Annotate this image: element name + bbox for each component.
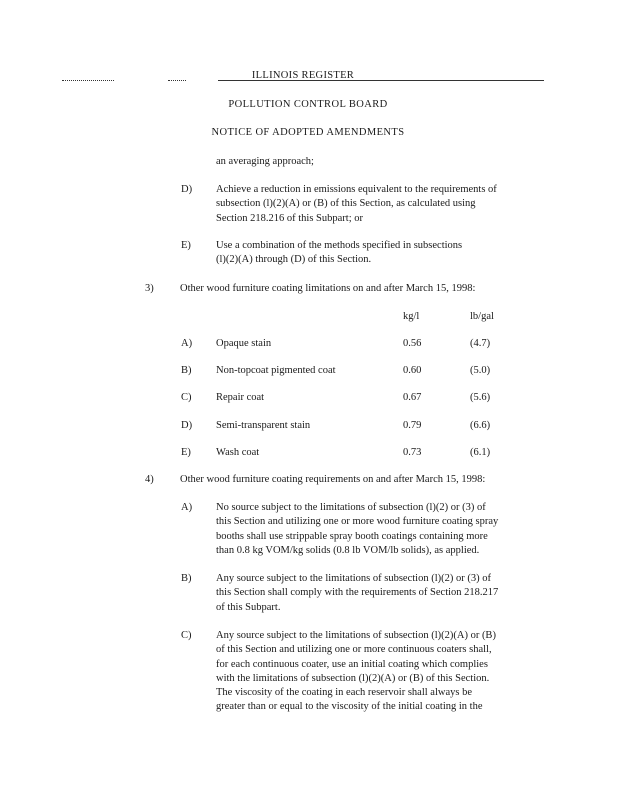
header-dotted-rule-left	[62, 80, 114, 81]
paragraph-line: Any source subject to the limitations of subsection (l)(2)(A) or (B)	[216, 630, 496, 641]
paragraph-line: of this Subpart.	[216, 601, 281, 613]
row-label: C)	[181, 392, 192, 403]
paragraph-line: Use a combination of the methods specified in subsections	[216, 240, 463, 251]
column-header-lb: lb/gal	[470, 311, 494, 322]
row-lb: (6.1)	[470, 447, 491, 458]
paragraph-line: with the limitations of subsection (l)(2)(A) or (B) of this Section.	[216, 672, 490, 684]
row-kg: 0.73	[403, 447, 422, 458]
paragraph-line: for each continuous coater, use an initial coating which complies	[216, 658, 488, 670]
row-name: Opaque stain	[216, 338, 272, 349]
row-name: Semi-transparent stain	[216, 420, 311, 431]
paragraph-line: booths shall use strippable spray booth coatings containing more	[216, 530, 488, 542]
item-label: B)	[181, 573, 192, 584]
paragraph-line: subsection (l)(2)(A) or (B) of this Section, as calculated using	[216, 198, 476, 210]
register-title: ILLINOIS REGISTER	[251, 70, 355, 81]
row-label: D)	[181, 420, 193, 431]
row-lb: (4.7)	[470, 338, 491, 349]
agency-title: POLLUTION CONTROL BOARD	[228, 99, 388, 110]
paragraph-line: greater than or equal to the viscosity of the initial coating in the	[216, 701, 483, 713]
row-name: Non-topcoat pigmented coat	[216, 365, 336, 376]
item-paragraph	[216, 183, 497, 226]
section-heading: Other wood furniture coating limitations on and after March 15, 1998:	[180, 283, 476, 294]
paragraph-line: this Section and utilizing one or more wood furniture coating spray	[216, 516, 499, 528]
row-name: Wash coat	[216, 447, 260, 458]
continuation-line: an averaging approach;	[216, 156, 314, 167]
item-paragraph	[216, 572, 498, 615]
row-label: B)	[181, 365, 192, 376]
section-label: 4)	[145, 474, 154, 485]
item-paragraph	[216, 501, 498, 558]
paragraph-line: this Section shall comply with the requirements of Section 218.217	[216, 587, 499, 599]
row-lb: (6.6)	[470, 420, 491, 431]
row-label: A)	[181, 338, 193, 349]
paragraph-line: Section 218.216 of this Subpart; or	[216, 212, 363, 224]
item-paragraph	[216, 629, 496, 715]
paragraph-line: The viscosity of the coating in each reservoir shall always be	[216, 687, 472, 699]
item-label: A)	[181, 502, 193, 513]
item-label: D)	[181, 184, 193, 195]
row-kg: 0.60	[403, 365, 422, 376]
row-label: E)	[181, 447, 191, 458]
row-lb: (5.0)	[470, 365, 491, 376]
paragraph-line: (l)(2)(A) through (D) of this Section.	[216, 254, 372, 266]
row-name: Repair coat	[216, 392, 265, 403]
row-lb: (5.6)	[470, 392, 491, 403]
column-header-kg: kg/l	[403, 311, 420, 322]
section-label: 3)	[145, 283, 154, 294]
paragraph-line: Any source subject to the limitations of subsection (l)(2) or (3) of	[216, 573, 491, 584]
paragraph-line: than 0.8 kg VOM/kg solids (0.8 lb VOM/lb solids), as applied.	[216, 544, 480, 556]
row-kg: 0.56	[403, 338, 422, 349]
item-label: E)	[181, 240, 191, 251]
row-kg: 0.67	[403, 392, 422, 403]
item-label: C)	[181, 630, 192, 641]
paragraph-line: of this Section and utilizing one or more continuous coaters shall,	[216, 644, 492, 656]
header-dotted-rule-mid	[168, 80, 186, 81]
notice-title: NOTICE OF ADOPTED AMENDMENTS	[211, 127, 405, 138]
section-heading: Other wood furniture coating requirements on and after March 15, 1998:	[180, 474, 486, 485]
paragraph-line: No source subject to the limitations of subsection (l)(2) or (3) of	[216, 502, 486, 513]
paragraph-line: Achieve a reduction in emissions equivalent to the requirements of	[216, 184, 497, 195]
row-kg: 0.79	[403, 420, 422, 431]
item-paragraph	[216, 239, 462, 268]
